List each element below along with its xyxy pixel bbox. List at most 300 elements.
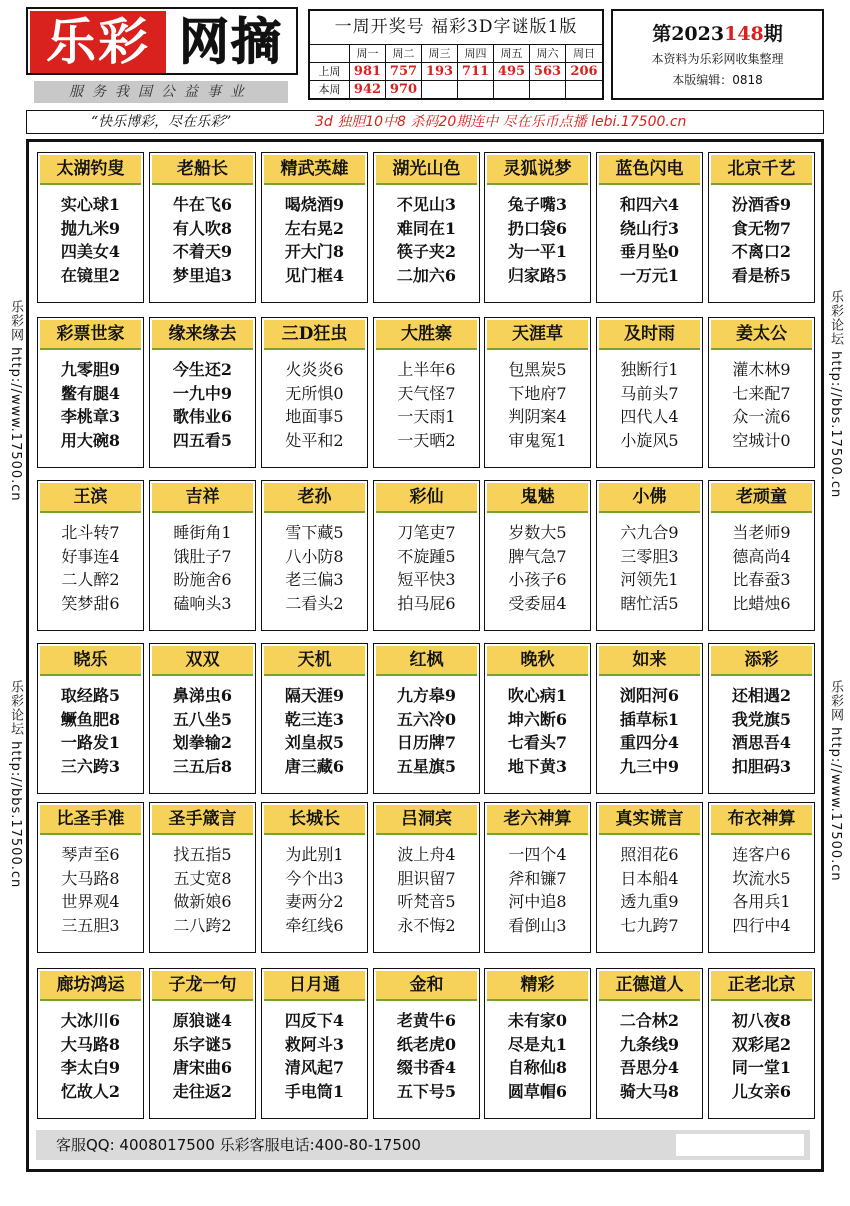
draw-number	[566, 81, 602, 99]
riddle-line: 琴声至6	[61, 845, 120, 864]
author-name: 添彩	[711, 646, 812, 676]
riddle-lines	[597, 843, 702, 937]
issue-number-value: 148	[724, 23, 764, 45]
draw-number	[422, 81, 458, 99]
riddle-lines	[709, 358, 814, 452]
riddle-line: 牵红线6	[285, 915, 344, 935]
riddle-lines	[38, 193, 143, 287]
last-week-row	[310, 63, 602, 81]
riddle-line: 老三偏3	[285, 570, 344, 589]
author-name: 红枫	[376, 646, 477, 676]
riddle-line: 在镜里2	[60, 265, 121, 285]
riddle-line: 一天雨1	[397, 407, 456, 426]
side-label-left-bottom: 乐彩论坛 http://bbs.17500.cn	[8, 680, 23, 889]
riddle-lines	[709, 1009, 814, 1103]
author-name: 吉祥	[152, 483, 253, 513]
riddle-line: 睡街角1	[173, 523, 232, 542]
riddle-cell	[149, 802, 256, 953]
riddle-line: 为一平1	[507, 242, 568, 261]
footer-blank-box	[676, 1134, 804, 1156]
riddle-line: 今个出3	[285, 868, 344, 888]
author-name: 正德道人	[599, 971, 700, 1001]
riddle-line: 一万元1	[619, 265, 680, 285]
riddle-cell	[596, 643, 703, 794]
riddle-line: 九方皋9	[396, 686, 457, 705]
riddle-line: 马前头7	[620, 383, 679, 403]
riddle-line: 抛九米9	[60, 218, 121, 238]
draw-number: 981	[350, 63, 386, 81]
riddle-line: 灌木林9	[732, 360, 791, 379]
info-source: 本资料为乐彩网收集整理	[651, 52, 784, 66]
riddle-line: 地下黄3	[507, 756, 568, 776]
riddle-line: 插草标1	[619, 709, 680, 729]
riddle-line: 一路发1	[60, 733, 121, 752]
riddle-cell	[484, 643, 591, 794]
riddle-line: 牛在飞6	[172, 195, 233, 214]
riddle-line: 大马路8	[61, 868, 120, 888]
riddle-line: 隔天涯9	[284, 686, 345, 705]
riddle-line: 筷子夹2	[396, 242, 457, 261]
riddle-line: 上半年6	[397, 360, 456, 379]
riddle-cell	[261, 643, 368, 794]
riddle-line: 老黄牛6	[396, 1011, 457, 1030]
riddle-line: 救阿斗3	[284, 1034, 345, 1054]
riddle-line: 日历牌7	[396, 733, 457, 752]
riddle-line: 取经路5	[60, 686, 121, 705]
author-name: 正老北京	[711, 971, 812, 1001]
riddle-lines	[709, 684, 814, 778]
riddle-line: 独断行1	[620, 360, 679, 379]
riddle-line: 地面事5	[285, 407, 344, 426]
riddle-line: 初八夜8	[731, 1011, 792, 1030]
riddle-lines	[38, 358, 143, 452]
riddle-line: 判阴案4	[508, 407, 567, 426]
riddle-line: 圆草帽6	[507, 1081, 568, 1101]
riddle-cell	[37, 317, 144, 468]
author-name: 彩票世家	[40, 320, 141, 350]
weekday-mon: 周一	[350, 45, 386, 63]
riddle-line: 德高尚4	[732, 546, 791, 566]
footer-bar	[36, 1130, 810, 1160]
riddle-lines	[374, 193, 479, 287]
riddle-line: 乾三连3	[284, 709, 345, 729]
riddle-line: 永不悔2	[397, 915, 456, 935]
riddle-line: 做新娘6	[173, 892, 232, 911]
weekday-wed: 周三	[422, 45, 458, 63]
riddle-lines	[262, 358, 367, 452]
riddle-line: 李太白9	[60, 1058, 121, 1077]
riddle-line: 还相遇2	[731, 686, 792, 705]
riddle-line: 不离口2	[731, 242, 792, 261]
riddle-cell	[596, 480, 703, 631]
side-label-right-bottom: 乐彩网 http://www.17500.cn	[828, 680, 843, 882]
issue-title: 一周开奖号 福彩3D字谜版1版	[310, 11, 602, 45]
riddle-lines	[485, 193, 590, 287]
riddle-cell	[261, 152, 368, 303]
riddle-cell	[596, 317, 703, 468]
weekday-fri: 周五	[494, 45, 530, 63]
riddle-lines	[150, 1009, 255, 1103]
riddle-line: 饿肚子7	[173, 546, 232, 566]
riddle-lines	[374, 521, 479, 615]
riddle-line: 五八坐5	[172, 709, 233, 729]
riddle-line: 处平和2	[285, 430, 344, 450]
draw-number: 942	[350, 81, 386, 99]
author-name: 大胜寨	[376, 320, 477, 350]
riddle-line: 三六跨3	[60, 756, 121, 776]
riddle-line: 汾酒香9	[731, 195, 792, 214]
riddle-line: 骑大马8	[619, 1081, 680, 1101]
riddle-line: 同一堂1	[731, 1058, 792, 1077]
riddle-cell	[373, 480, 480, 631]
riddle-line: 二看头2	[285, 593, 344, 613]
riddle-line: 五下号5	[396, 1081, 457, 1101]
riddle-line: 儿女亲6	[731, 1081, 792, 1101]
riddle-line: 七来配7	[732, 383, 791, 403]
draw-number	[530, 81, 566, 99]
author-name: 如来	[599, 646, 700, 676]
riddle-line: 无所惧0	[285, 383, 344, 403]
riddle-line: 食无物7	[731, 218, 792, 238]
riddle-line: 河领先1	[620, 570, 679, 589]
riddle-line: 九三中9	[619, 756, 680, 776]
riddle-line: 一天晒2	[397, 430, 456, 450]
riddle-line: 众一流6	[732, 407, 791, 426]
side-label-left-top: 乐彩网 http://www.17500.cn	[8, 300, 23, 502]
riddle-line: 当老师9	[732, 523, 791, 542]
riddle-line: 重四分4	[619, 733, 680, 752]
riddle-lines	[262, 521, 367, 615]
draw-number	[458, 81, 494, 99]
side-label-right-top: 乐彩论坛 http://bbs.17500.cn	[828, 290, 843, 499]
riddle-lines	[374, 1009, 479, 1103]
riddle-line: 兔子嘴3	[507, 195, 568, 214]
author-name: 彩仙	[376, 483, 477, 513]
riddle-cell	[484, 480, 591, 631]
riddle-cell	[37, 480, 144, 631]
riddle-line: 鼻涕虫6	[172, 686, 233, 705]
riddle-line: 笑梦甜6	[61, 593, 120, 613]
riddle-line: 岁数大5	[508, 523, 567, 542]
riddle-line: 歌伟业6	[172, 407, 233, 426]
riddle-lines	[485, 1009, 590, 1103]
riddle-line: 六九合9	[620, 523, 679, 542]
riddle-line: 受委屈4	[508, 593, 567, 613]
riddle-cell	[596, 152, 703, 303]
riddle-line: 五丈宽8	[173, 868, 232, 888]
riddle-line: 五星旗5	[396, 756, 457, 776]
riddle-line: 鳜鱼肥8	[60, 709, 121, 729]
riddle-line: 我党旗5	[731, 709, 792, 729]
riddle-line: 波上舟4	[397, 845, 456, 864]
riddle-line: 三五后8	[172, 756, 233, 776]
draw-number: 193	[422, 63, 458, 81]
riddle-lines	[150, 521, 255, 615]
riddle-line: 不旋踵5	[397, 546, 456, 566]
riddle-cell	[149, 317, 256, 468]
riddle-line: 二八跨2	[173, 915, 232, 935]
riddle-lines	[597, 193, 702, 287]
riddle-line: 四行中4	[732, 915, 791, 935]
riddle-line: 一四个4	[508, 845, 567, 864]
riddle-line: 听梵音5	[397, 892, 456, 911]
riddle-line: 喝烧酒9	[284, 195, 345, 214]
riddle-line: 各用兵1	[732, 892, 791, 911]
riddle-lines	[374, 843, 479, 937]
weekday-sat: 周六	[530, 45, 566, 63]
riddle-line: 四美女4	[60, 242, 121, 261]
riddle-cell	[708, 152, 815, 303]
riddle-line: 五六冷0	[396, 709, 457, 729]
riddle-cell	[37, 152, 144, 303]
riddle-line: 自称仙8	[507, 1058, 568, 1077]
riddle-cell	[484, 317, 591, 468]
riddle-line: 鳖有腿4	[60, 383, 121, 403]
riddle-line: 乐字谜5	[172, 1034, 233, 1054]
riddle-line: 三零胆3	[620, 546, 679, 566]
author-name: 蓝色闪电	[599, 155, 700, 185]
riddle-line: 瞎忙活5	[620, 593, 679, 613]
riddle-line: 九零胆9	[60, 360, 121, 379]
author-name: 灵狐说梦	[487, 155, 588, 185]
riddle-line: 脾气急7	[508, 546, 567, 566]
riddle-lines	[485, 358, 590, 452]
riddle-line: 唐宋曲6	[172, 1058, 233, 1077]
riddle-line: 拍马屁6	[397, 593, 456, 613]
weekday-row	[310, 45, 602, 63]
riddle-line: 归家路5	[507, 265, 568, 285]
promo-text[interactable]: 3d 独胆10中8 杀码20期连中 尽在乐币点播 lebi.17500.cn	[315, 114, 687, 130]
riddle-line: 垂月坠0	[619, 242, 680, 261]
riddle-lines	[150, 358, 255, 452]
riddle-lines	[38, 684, 143, 778]
riddle-line: 和四六4	[619, 195, 680, 214]
author-name: 老孙	[264, 483, 365, 513]
riddle-lines	[597, 1009, 702, 1103]
logo-text-red: 乐彩	[30, 11, 166, 73]
riddle-line: 今生还2	[172, 360, 233, 379]
riddle-lines	[262, 193, 367, 287]
riddle-line: 火炎炎6	[285, 360, 344, 379]
riddle-line: 手电筒1	[284, 1081, 345, 1101]
riddle-cell	[373, 968, 480, 1119]
riddle-lines	[485, 684, 590, 778]
riddle-line: 不见山3	[396, 195, 457, 214]
author-name: 小佛	[599, 483, 700, 513]
riddle-line: 难同在1	[396, 218, 457, 238]
author-name: 圣手箴言	[152, 805, 253, 835]
author-name: 湖光山色	[376, 155, 477, 185]
author-name: 晚秋	[487, 646, 588, 676]
riddle-lines	[262, 1009, 367, 1103]
riddle-cell	[373, 152, 480, 303]
riddle-cell	[708, 643, 815, 794]
riddle-line: 下地府7	[508, 383, 567, 403]
riddle-cell	[373, 643, 480, 794]
riddle-line: 为此别1	[285, 845, 344, 864]
issue-number	[613, 19, 822, 46]
riddle-line: 用大碗8	[60, 430, 121, 450]
riddle-cell	[149, 968, 256, 1119]
riddle-line: 二人醉2	[61, 570, 120, 589]
author-name: 王滨	[40, 483, 141, 513]
riddle-cell	[261, 317, 368, 468]
riddle-line: 胆识留7	[397, 868, 456, 888]
riddle-line: 透九重9	[620, 892, 679, 911]
riddle-line: 照泪花6	[620, 845, 679, 864]
riddle-line: 好事连4	[61, 546, 120, 566]
riddle-line: 磕响头3	[173, 593, 232, 613]
riddle-line: 盼施舍6	[173, 570, 232, 589]
riddle-cell	[708, 317, 815, 468]
author-name: 老六神算	[487, 805, 588, 835]
riddle-line: 日本船4	[620, 868, 679, 888]
riddle-line: 斧和镰7	[508, 868, 567, 888]
weekday-thu: 周四	[458, 45, 494, 63]
riddle-cell	[149, 480, 256, 631]
riddle-line: 九条线9	[619, 1034, 680, 1054]
riddle-line: 八小防8	[285, 546, 344, 566]
author-name: 精武英雄	[264, 155, 365, 185]
riddle-line: 二加六6	[396, 265, 457, 285]
riddle-lines	[597, 684, 702, 778]
author-name: 日月通	[264, 971, 365, 1001]
riddle-lines	[709, 521, 814, 615]
riddle-line: 原狼谜4	[172, 1011, 233, 1030]
riddle-lines	[150, 843, 255, 937]
author-name: 晓乐	[40, 646, 141, 676]
draw-number: 757	[386, 63, 422, 81]
last-week-label: 上周	[310, 63, 350, 81]
this-week-label: 本周	[310, 81, 350, 99]
riddle-lines	[262, 843, 367, 937]
blank-corner	[310, 45, 350, 63]
author-name: 鬼魅	[487, 483, 588, 513]
riddle-line: 划拳输2	[172, 733, 233, 752]
author-name: 长城长	[264, 805, 365, 835]
riddle-line: 七九跨7	[620, 915, 679, 935]
logo-frame	[26, 7, 298, 75]
author-name: 及时雨	[599, 320, 700, 350]
riddle-cell	[149, 643, 256, 794]
slogan-text: “快乐博彩，尽在乐彩”	[91, 114, 232, 130]
riddle-cell	[484, 968, 591, 1119]
riddle-lines	[38, 521, 143, 615]
riddle-line: 世界观4	[61, 892, 120, 911]
author-name: 廊坊鸿运	[40, 971, 141, 1001]
riddle-board	[26, 139, 824, 1172]
issue-info-box	[611, 9, 824, 100]
riddle-line: 清风起7	[284, 1058, 345, 1077]
riddle-line: 四五看5	[172, 430, 233, 450]
customer-service-text: 客服QQ: 4008017500 乐彩客服电话:400-80-17500	[56, 1136, 421, 1154]
author-name: 北京千艺	[711, 155, 812, 185]
riddle-line: 雪下藏5	[285, 523, 344, 542]
riddle-line: 双彩尾2	[731, 1034, 792, 1054]
riddle-line: 四反下4	[284, 1011, 345, 1030]
riddle-line: 梦里追3	[172, 265, 233, 285]
riddle-cell	[261, 480, 368, 631]
riddle-line: 开大门8	[284, 242, 345, 261]
riddle-cell	[261, 968, 368, 1119]
riddle-line: 走往返2	[172, 1081, 233, 1101]
riddle-line: 短平快3	[397, 570, 456, 589]
riddle-line: 有人吹8	[172, 218, 233, 238]
riddle-line: 酒思吾4	[731, 733, 792, 752]
draw-number: 206	[566, 63, 602, 81]
riddle-lines	[38, 843, 143, 937]
riddle-line: 空城计0	[732, 430, 791, 450]
logo-text-black: 网摘	[166, 11, 296, 73]
slogan-bar	[26, 110, 824, 134]
author-name: 吕洞宾	[376, 805, 477, 835]
riddle-line: 坎流水5	[732, 868, 791, 888]
draw-number: 970	[386, 81, 422, 99]
author-name: 布衣神算	[711, 805, 812, 835]
author-name: 双双	[152, 646, 253, 676]
weekly-draw-table	[308, 9, 604, 100]
riddle-line: 尽是丸1	[507, 1034, 568, 1054]
riddle-line: 缀书香4	[396, 1058, 457, 1077]
author-name: 金和	[376, 971, 477, 1001]
issue-prefix: 第2023	[652, 23, 725, 45]
riddle-line: 浏阳河6	[619, 686, 680, 705]
author-name: 缘来缘去	[152, 320, 253, 350]
riddle-cell	[373, 317, 480, 468]
author-name: 精彩	[487, 971, 588, 1001]
author-name: 比圣手准	[40, 805, 141, 835]
weekday-sun: 周日	[566, 45, 602, 63]
riddle-line: 四代人4	[620, 407, 679, 426]
site-logo	[26, 7, 298, 103]
author-name: 天涯草	[487, 320, 588, 350]
riddle-line: 扔口袋6	[507, 218, 568, 238]
riddle-line: 找五指5	[173, 845, 232, 864]
issue-suffix: 期	[763, 23, 783, 45]
author-name: 子龙一句	[152, 971, 253, 1001]
riddle-lines	[262, 684, 367, 778]
draw-number: 711	[458, 63, 494, 81]
riddle-lines	[485, 521, 590, 615]
riddle-line: 唐三藏6	[284, 756, 345, 776]
riddle-line: 小旋风5	[620, 430, 679, 450]
riddle-lines	[150, 193, 255, 287]
riddle-line: 包黑炭5	[508, 360, 567, 379]
riddle-cell	[708, 968, 815, 1119]
riddle-line: 左右晃2	[284, 218, 345, 238]
riddle-cell	[373, 802, 480, 953]
author-name: 姜太公	[711, 320, 812, 350]
riddle-cell	[37, 802, 144, 953]
riddle-lines	[485, 843, 590, 937]
riddle-line: 吾思分4	[619, 1058, 680, 1077]
riddle-line: 三五胆3	[61, 915, 120, 935]
riddle-lines	[150, 684, 255, 778]
riddle-lines	[709, 843, 814, 937]
author-name: 真实谎言	[599, 805, 700, 835]
riddle-lines	[374, 684, 479, 778]
riddle-line: 小孩子6	[508, 570, 567, 589]
riddle-lines	[38, 1009, 143, 1103]
riddle-line: 北斗转7	[61, 523, 120, 542]
draw-number: 495	[494, 63, 530, 81]
riddle-line: 刀笔吏7	[397, 523, 456, 542]
riddle-line: 刘皇叔5	[284, 733, 345, 752]
riddle-line: 未有家0	[507, 1011, 568, 1030]
weekday-tue: 周二	[386, 45, 422, 63]
riddle-cell	[261, 802, 368, 953]
riddle-line: 大马路8	[60, 1034, 121, 1054]
